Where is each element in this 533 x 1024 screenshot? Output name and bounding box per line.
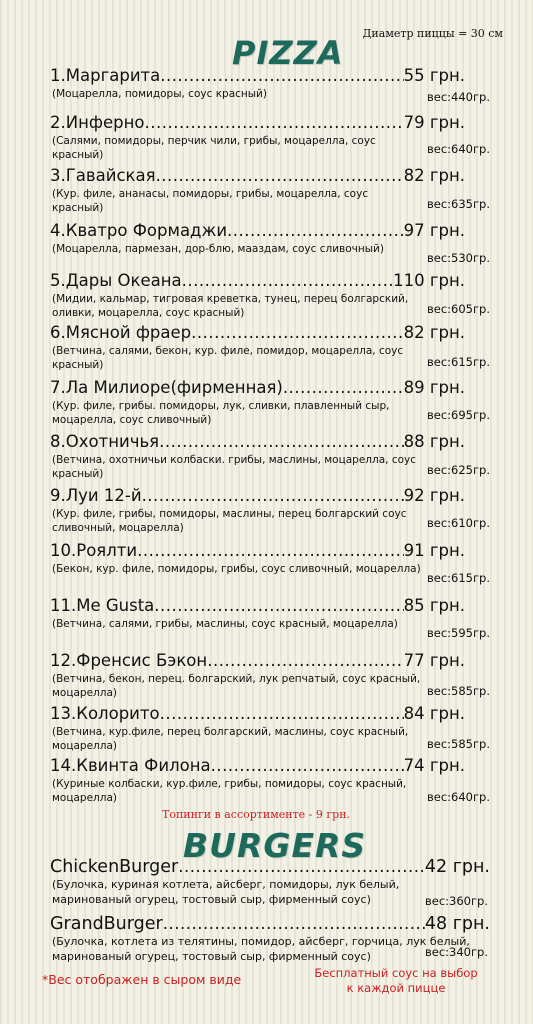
pizza-price: 110 грн. (393, 271, 465, 290)
pizza-name: 7.Ла Милиоре(фирменная) (50, 378, 283, 397)
pizza-weight: вес:695гр. (427, 408, 490, 422)
burger-title-row (50, 857, 490, 877)
burger-ingredients: (Булочка, котлета из телятины, помидор, айсберг, горчица, лук белый, маринованый огурец, тостовый сыр, фирменный соус) (52, 935, 470, 963)
pizza-weight: вес:585гр. (427, 684, 490, 698)
pizza-title-row (50, 704, 465, 724)
dot-leader (227, 221, 404, 241)
pizza-name: 4.Кватро Формаджи (50, 221, 228, 240)
pizza-weight: вес:635гр. (427, 197, 490, 211)
pizza-name: 10.Роялти (50, 541, 138, 560)
pizza-weight: вес:595гр. (427, 626, 490, 640)
pizza-ingredients: (Мидии, кальмар, тигровая креветка, тунец, перец болгарский, оливки, моцарелла, соус красный) (52, 293, 409, 319)
burger-name: ChickenBurger (50, 857, 179, 877)
burger-weight: вес:360гр. (425, 894, 488, 908)
dot-leader (163, 914, 425, 934)
pizza-weight: вес:585гр. (427, 737, 490, 751)
pizza-ingredients: (Куриные колбаски, кур.филе, грибы, помидоры, соус красный, моцарелла) (52, 778, 407, 804)
pizza-name: 12.Френсис Бэкон (50, 651, 208, 670)
pizza-title-row (50, 66, 465, 86)
pizza-name: 11.Me Gusta (50, 596, 155, 615)
pizza-ingredients: (Моцарелла, помидоры, соус красный) (52, 88, 267, 100)
pizza-name: 6.Мясной фраер (50, 323, 192, 342)
pizza-ingredients: (Ветчина, охотничьи колбаски. грибы, маслины, моцарелла, соус красный) (52, 454, 417, 480)
weight-note: *Вес отображен в сыром виде (42, 972, 242, 987)
toppings-note: Топинги в ассортименте - 9 грн. (162, 808, 351, 821)
pizza-weight: вес:615гр. (427, 355, 490, 369)
burger-title-row (50, 914, 490, 934)
pizza-weight: вес:640гр. (427, 790, 490, 804)
pizza-diameter-note: Диаметр пиццы = 30 см (362, 27, 503, 40)
pizza-title-row (50, 166, 465, 186)
pizza-name: 8.Охотничья (50, 432, 160, 451)
burger-weight: вес:340гр. (425, 945, 488, 959)
pizza-name: 14.Квинта Филона (50, 756, 211, 775)
burger-price: 48 грн. (424, 914, 490, 934)
pizza-name: 5.Дары Океана (50, 271, 182, 290)
pizza-weight: вес:625гр. (427, 463, 490, 477)
dot-leader (211, 756, 404, 776)
burger-ingredients: (Булочка, куриная котлета, айсберг, помидоры, лук белый, маринованый огурец, тостовый сыр, фирменный соус) (52, 878, 400, 906)
pizza-section-title: PIZZA (232, 34, 344, 72)
pizza-title-row (50, 432, 465, 452)
pizza-weight: вес:640гр. (427, 142, 490, 156)
dot-leader (156, 166, 404, 186)
pizza-price: 84 грн. (403, 704, 465, 723)
pizza-ingredients: (Кур. филе, ананасы, помидоры, грибы, моцарелла, соус красный) (52, 188, 369, 214)
pizza-weight: вес:615гр. (427, 571, 490, 585)
pizza-price: 79 грн. (403, 113, 465, 132)
dot-leader (137, 541, 403, 561)
sauce-note-line1: Бесплатный соус на выбор (314, 966, 478, 980)
pizza-ingredients: (Ветчина, бекон, перец. болгарский, лук репчатый, соус красный, моцарелла) (52, 673, 421, 699)
pizza-ingredients: (Ветчина, салями, бекон, кур. филе, помидор, моцарелла, соус красный) (52, 345, 404, 371)
pizza-price: 82 грн. (403, 323, 465, 342)
pizza-title-row (50, 541, 465, 561)
pizza-ingredients: (Моцарелла, пармезан, дор-блю, мааздам, соус сливочный) (52, 243, 384, 255)
pizza-name: 3.Гавайская (50, 166, 156, 185)
burger-price: 42 грн. (424, 857, 490, 877)
dot-leader (160, 704, 404, 724)
dot-leader (160, 66, 403, 86)
burgers-section-title: BURGERS (183, 826, 367, 865)
pizza-weight: вес:530гр. (427, 251, 490, 265)
dot-leader (283, 378, 404, 398)
pizza-price: 55 грн. (403, 66, 465, 85)
pizza-title-row (50, 113, 465, 133)
pizza-price: 82 грн. (403, 166, 465, 185)
dot-leader (142, 486, 404, 506)
pizza-price: 97 грн. (403, 221, 465, 240)
dot-leader (178, 857, 425, 877)
pizza-name: 13.Колорито (50, 704, 160, 723)
pizza-price: 91 грн. (403, 541, 465, 560)
pizza-name: 2.Инферно (50, 113, 145, 132)
dot-leader (154, 596, 403, 616)
burger-name: GrandBurger (50, 914, 163, 934)
dot-leader (182, 271, 393, 291)
pizza-title-row (50, 323, 465, 343)
pizza-weight: вес:440гр. (427, 90, 490, 104)
sauce-note-line2: к каждой пицце (346, 981, 446, 995)
pizza-ingredients: (Бекон, кур. филе, помидоры, грибы, соус сливочный, моцарелла) (52, 563, 421, 575)
pizza-title-row (50, 756, 465, 776)
pizza-title-row (50, 651, 465, 671)
pizza-title-row (50, 596, 465, 616)
pizza-title-row (50, 378, 465, 398)
sauce-note (296, 966, 496, 996)
pizza-title-row (50, 486, 465, 506)
pizza-ingredients: (Кур. филе, грибы, помидоры, маслины, перец болгарский соус сливочный, моцарелла) (52, 508, 407, 534)
dot-leader (191, 323, 403, 343)
dot-leader (207, 651, 403, 671)
pizza-price: 85 грн. (403, 596, 465, 615)
pizza-ingredients: (Ветчина, салями, грибы, маслины, соус красный, моцарелла) (52, 618, 398, 630)
pizza-weight: вес:610гр. (427, 516, 490, 530)
pizza-price: 89 грн. (403, 378, 465, 397)
dot-leader (159, 432, 403, 452)
pizza-title-row (50, 271, 465, 291)
pizza-price: 88 грн. (403, 432, 465, 451)
pizza-ingredients: (Салями, помидоры, перчик чили, грибы, моцарелла, соус красный) (52, 135, 376, 161)
pizza-price: 74 грн. (403, 756, 465, 775)
pizza-ingredients: (Ветчина, кур.филе, перец болгарский, маслины, соус красный, моцарелла) (52, 726, 409, 752)
pizza-name: 1.Маргарита (50, 66, 161, 85)
pizza-name: 9.Луи 12-й (50, 486, 142, 505)
pizza-title-row (50, 221, 465, 241)
pizza-price: 92 грн. (403, 486, 465, 505)
pizza-ingredients: (Кур. филе, грибы. помидоры, лук, сливки, плавленный сыр, моцарелла, соус сливочный) (52, 400, 390, 426)
pizza-price: 77 грн. (403, 651, 465, 670)
pizza-weight: вес:605гр. (427, 302, 490, 316)
dot-leader (145, 113, 404, 133)
